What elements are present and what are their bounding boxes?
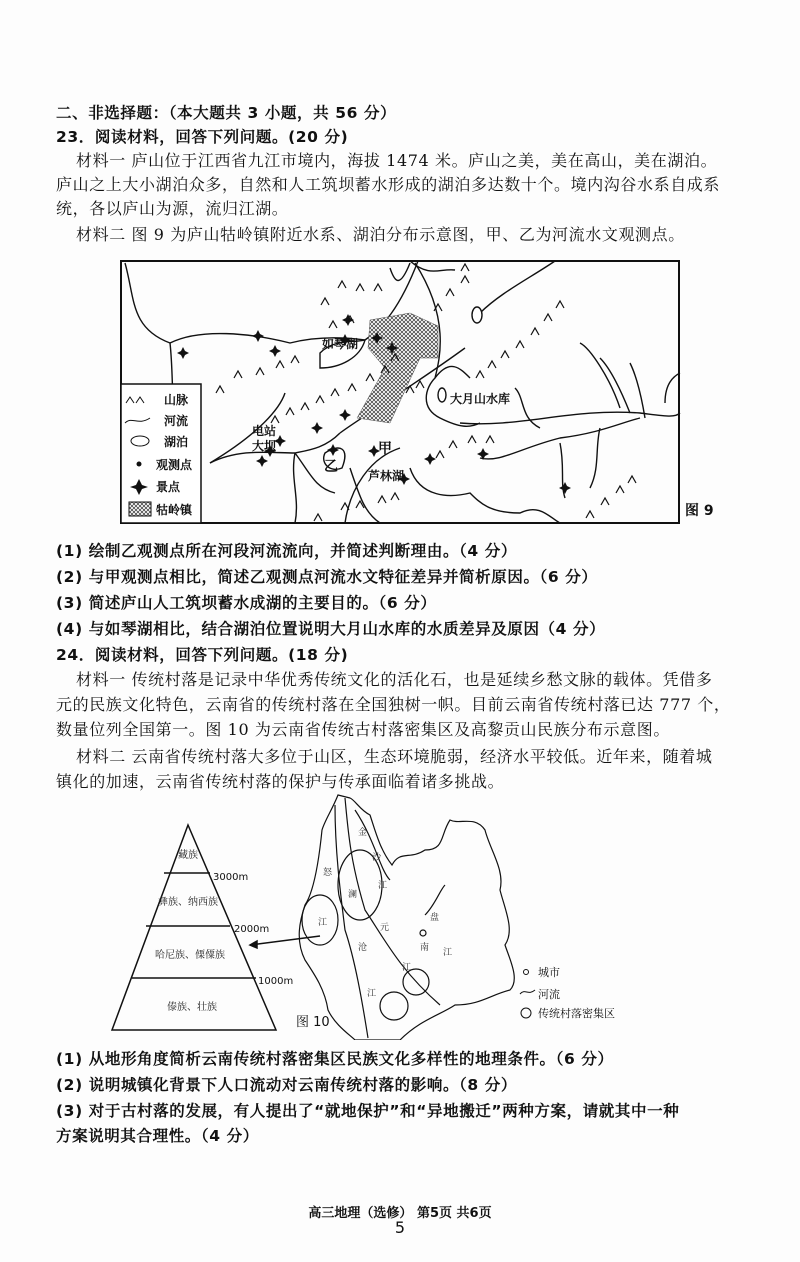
mountain-symbol	[329, 321, 337, 328]
pyramid-layer-label: 藏族	[178, 850, 198, 861]
mountain-symbol	[348, 384, 356, 391]
map-label: 沙	[372, 853, 382, 863]
legend-label: 湖泊	[164, 435, 189, 449]
mountain-symbol	[391, 493, 399, 500]
figure-10-caption: 图 10	[296, 1015, 330, 1030]
legend-village-area-icon	[521, 1008, 531, 1018]
label-lulin-lake: 芦林湖	[368, 469, 405, 483]
mountain-symbol	[628, 476, 636, 483]
figure-9-legend	[121, 384, 201, 523]
mountain-symbol	[461, 276, 469, 283]
scenic-spot-symbol	[339, 409, 351, 421]
scenic-spot-symbol	[256, 455, 268, 467]
page-number: 5	[394, 1218, 406, 1237]
guling-town-area	[357, 313, 438, 423]
map-label: 江	[443, 948, 453, 958]
q23-question-3: (3) 简述庐山人工筑坝蓄水成湖的主要目的。（6 分）	[56, 594, 437, 612]
legend-label: 河流	[164, 414, 189, 428]
mountain-symbol	[516, 341, 524, 348]
map-label: 元	[380, 923, 390, 933]
figure-9-map	[120, 258, 720, 533]
mountain-symbol	[501, 351, 509, 358]
q24-question-3: (3) 对于古村落的发展，有人提出了“就地保护”和“异地搬迁”两种方案，请就其中一种	[56, 1102, 680, 1120]
pyramid-layer-label: 哈尼族、傈僳族	[155, 950, 225, 961]
mountain-symbol	[216, 386, 224, 393]
map-label: 沧	[358, 943, 368, 953]
pyramid-layer-label: 傣族、壮族	[167, 1002, 217, 1013]
map-label: 澜	[348, 890, 358, 900]
mountain-symbols	[216, 264, 636, 521]
q24-question-2: (2) 说明城镇化背景下人口流动对云南传统村落的影响。（8 分）	[56, 1076, 517, 1094]
mountain-symbol	[301, 403, 309, 410]
mountain-symbol	[234, 371, 242, 378]
scenic-spot-symbol	[177, 347, 189, 359]
legend-river-icon	[520, 990, 535, 994]
q24-material1-line: 材料一 传统村落是记录中华优秀传统文化的活化石，也是延续乡愁文脉的载体。凭借多	[76, 670, 713, 689]
elevation-label: 1000m	[258, 976, 294, 987]
mountain-symbol	[468, 436, 476, 443]
scenic-spot-symbol	[342, 314, 354, 326]
mountain-symbol	[338, 281, 346, 288]
q23-title: 23．阅读材料，回答下列问题。(20 分)	[56, 128, 349, 146]
altitude-pyramid	[112, 825, 320, 1030]
mountain-symbol	[286, 408, 294, 415]
legend-guling-town-icon	[129, 502, 151, 516]
map-label: 金	[358, 828, 368, 838]
mountain-symbol	[486, 436, 494, 443]
label-ruqin-lake: 如琴湖	[322, 337, 359, 351]
q24-material2-line: 镇化的加速，云南省传统村落的保护与传承面临着诸多挑战。	[56, 772, 505, 791]
mountain-symbol	[461, 264, 469, 271]
q24-question-1: (1) 从地形角度简析云南传统村落密集区民族文化多样性的地理条件。（6 分）	[56, 1050, 614, 1068]
mountain-symbol	[366, 374, 374, 381]
legend-city-icon	[524, 970, 529, 975]
footer-text: 高三地理（选修） 第5页 共6页	[308, 1206, 492, 1221]
scenic-spot-symbol	[477, 448, 489, 460]
legend-label: 景点	[156, 480, 181, 494]
scenic-spot-symbol	[424, 453, 436, 465]
map-label: 怒	[323, 868, 333, 878]
mountain-symbol	[406, 386, 414, 393]
map-label: 盘	[430, 913, 440, 923]
scenic-spot-symbol	[311, 422, 323, 434]
elevation-label: 2000m	[234, 924, 270, 935]
q24-title: 24．阅读材料，回答下列问题。(18 分)	[56, 646, 349, 664]
legend-label: 牯岭镇	[156, 503, 193, 517]
label-power-station: 电站	[252, 424, 277, 438]
mountain-symbol	[276, 361, 284, 368]
map-label: 江	[367, 989, 377, 999]
mountain-symbol	[476, 371, 484, 378]
pyramid-layer-label: 彝族、纳西族	[158, 897, 218, 908]
mountain-symbol	[378, 496, 386, 503]
q23-material1-line: 统，各以庐山为源，流归江湖。	[56, 199, 289, 218]
legend-label: 观测点	[156, 458, 193, 472]
scenic-spot-symbol	[559, 482, 571, 494]
q23-material1-line: 材料一 庐山位于江西省九江市境内，海拔 1474 米。庐山之美，美在高山，美在湖泊。	[76, 151, 718, 170]
q23-material2: 材料二 图 9 为庐山牯岭镇附近水系、湖泊分布示意图，甲、乙为河流水文观测点。	[76, 225, 685, 244]
mountain-symbol	[446, 289, 454, 296]
mountain-symbol	[556, 301, 564, 308]
q24-material2-line: 材料二 云南省传统村落大多位于山区，生态环境脆弱，经济水平较低。近年来，随着城	[76, 747, 713, 766]
q23-material1-line: 庐山之上大小湖泊众多，自然和人工筑坝蓄水形成的湖泊多达数十个。境内沟谷水系自成系	[56, 175, 721, 194]
mountain-symbol	[616, 486, 624, 493]
map-label: 南	[420, 943, 430, 953]
q23-question-2: (2) 与甲观测点相比，简述乙观测点河流水文特征差异并简析原因。（6 分）	[56, 568, 598, 586]
mountain-symbol	[356, 284, 364, 291]
legend-label: 河流	[538, 988, 560, 1001]
q24-question-3-cont: 方案说明其合理性。（4 分）	[56, 1127, 259, 1145]
section-heading: 二、非选择题：（本大题共 3 小题，共 56 分）	[56, 104, 397, 122]
map-label: 江	[402, 963, 412, 973]
q23-question-4: (4) 与如琴湖相比，结合湖泊位置说明大月山水库的水质差异及原因（4 分）	[56, 620, 606, 638]
mountain-symbol	[271, 416, 279, 423]
mountain-symbol	[256, 368, 264, 375]
mountain-symbol	[586, 511, 594, 518]
mountain-symbol	[531, 328, 539, 335]
label-dam: 大坝	[252, 439, 277, 453]
figure-10-legend	[520, 966, 615, 1020]
q24-material1-line: 元的民族文化特色，云南省的传统村落在全国独树一帜。目前云南省传统村落已达 777 个，	[56, 695, 731, 714]
q24-material1-line: 数量位列全国第一。图 10 为云南省传统古村落密集区及高黎贡山民族分布示意图。	[56, 720, 670, 739]
scenic-spot-symbol	[252, 330, 264, 342]
legend-label: 传统村落密集区	[538, 1007, 615, 1020]
mountain-symbol	[601, 498, 609, 505]
label-jia: 甲	[378, 441, 392, 457]
figure-9-caption: 图 9	[685, 503, 714, 519]
mountain-symbol	[436, 451, 444, 458]
legend-observation-point-icon	[137, 462, 142, 467]
mountain-symbol	[316, 396, 324, 403]
mountain-symbol	[544, 314, 552, 321]
mountain-symbol	[331, 389, 339, 396]
mountain-symbol	[488, 361, 496, 368]
mountain-symbol	[321, 298, 329, 305]
elevation-label: 3000m	[213, 872, 249, 883]
mountain-symbol	[291, 356, 299, 363]
map-label: 江	[378, 881, 388, 891]
label-dayueshan-reservoir: 大月山水库	[450, 392, 511, 406]
legend-label: 城市	[538, 966, 560, 979]
mountain-symbol	[314, 514, 322, 521]
scenic-spot-symbol	[269, 345, 281, 357]
mountain-symbol	[374, 284, 382, 291]
figure-10	[110, 790, 770, 1040]
q23-question-1: (1) 绘制乙观测点所在河段河流流向，并简述判断理由。（4 分）	[56, 542, 517, 560]
map-label: 江	[318, 918, 328, 928]
mountain-symbol	[449, 441, 457, 448]
legend-label: 山脉	[164, 393, 189, 407]
label-yi: 乙	[324, 459, 338, 475]
yunnan-map	[299, 795, 514, 1040]
